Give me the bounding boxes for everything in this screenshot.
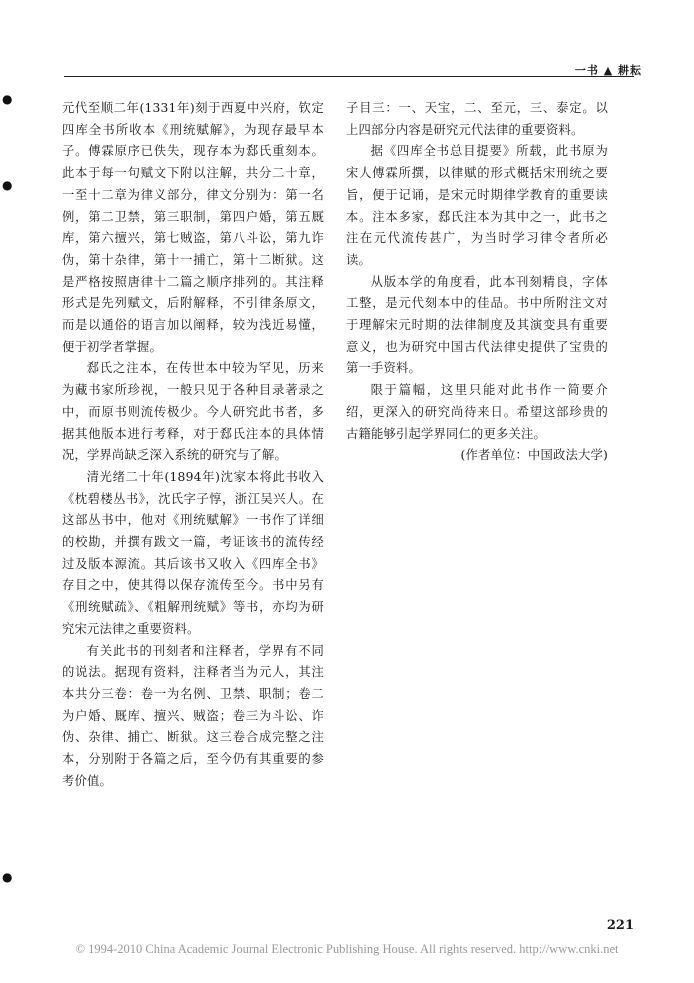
right-column-paragraph: 据《四库全书总目提要》所载，此书原为宋人傅霖所撰，以律赋的形式概括宋刑统之要旨，便于记诵，是宋元时期律学教育的重要读本。注本多家，郄氏注本为其中之一，此书之注在元代流传甚广，为当时学习律令者所必读。: [346, 144, 608, 267]
left-column-paragraph: 清光绪二十年(1894年)沈家本将此书收入《枕碧楼丛书》，沈氏字子惇，浙江吴兴人。在这部丛书中，他对《刑统赋解》一书作了详细的校勘，并撰有跋文一篇，考证该书的流传经过及版本源流。其后该书又收入《四库全书》存目之中，使其得以保存流传至今。书中另有《刑统赋疏》、《粗解刑统赋》等书，亦均为研究宋元法律之重要资料。: [62, 469, 324, 636]
left-column-paragraph: 郄氏之注本，在传世本中较为罕见，历来为藏书家所珍视，一般只见于各种目录著录之中，而原书则流传极少。今人研究此书者，多据其他版本进行考释，对于郄氏注本的具体情况，学界尚缺乏深入系统的研究与了解。: [62, 361, 324, 463]
running-head: 一书 ▲ 耕耘: [574, 64, 642, 77]
right-column-paragraph: (作者单位：中国政法大学): [460, 448, 608, 463]
right-column-paragraph: 子目三：一、天宝，二、至元，三、泰定。以上四部分内容是研究元代法律的重要资料。: [346, 101, 608, 137]
margin-mark-top: ●: [2, 92, 13, 106]
right-column: [346, 98, 608, 467]
copyright-footer: © 1994-2010 China Academic Journal Electronic Publishing House. All rights reserved. http://www.cnki.net: [75, 942, 619, 956]
right-column-paragraph: 限于篇幅，这里只能对此书作一简要介绍，更深入的研究尚待来日。希望这部珍贵的古籍能够引起学界同仁的更多关注。: [346, 383, 608, 441]
margin-mark-upper: ●: [2, 178, 13, 192]
margin-mark-lower: ●: [2, 870, 13, 884]
left-column-paragraph: 元代至顺二年(1331年)刻于西夏中兴府，钦定四库全书所收本《刑统赋解》，为现存最早本子。傅霖原序已佚失，现存本为郄氏重刻本。此本于每一句赋文下附以注解，共分二十章，一至十二章为律义部分，律文分别为：第一名例，第二卫禁，第三职制，第四户婚，第五厩库，第六擅兴，第七贼盗，第八斗讼，第九诈伪，第十杂律，第十一捕亡，第十二断狱。这是严格按照唐律十二篇之顺序排列的。其注释形式是先列赋文，后附解释，不引律条原文，而是以通俗的语言加以阐释，较为浅近易懂，便于初学者掌握。: [62, 101, 324, 354]
left-column-paragraph: 有关此书的刊刻者和注释者，学界有不同的说法。据现有资料，注释者当为元人，其注本共分三卷：卷一为名例、卫禁、职制；卷二为户婚、厩库、擅兴、贼盗；卷三为斗讼、诈伪、杂律、捕亡、断狱。这三卷合成完整之注本，分别附于各篇之后，至今仍有其重要的参考价值。: [62, 643, 324, 788]
left-column: [62, 98, 324, 793]
right-column-paragraph: 从版本学的角度看，此本刊刻精良，字体工整，是元代刻本中的佳品。书中所附注文对于理解宋元时期的法律制度及其演变具有重要意义，也为研究中国古代法律史提供了宝贵的第一手资料。: [346, 274, 608, 376]
header-rule: [64, 76, 634, 77]
page-number: 221: [606, 918, 634, 933]
